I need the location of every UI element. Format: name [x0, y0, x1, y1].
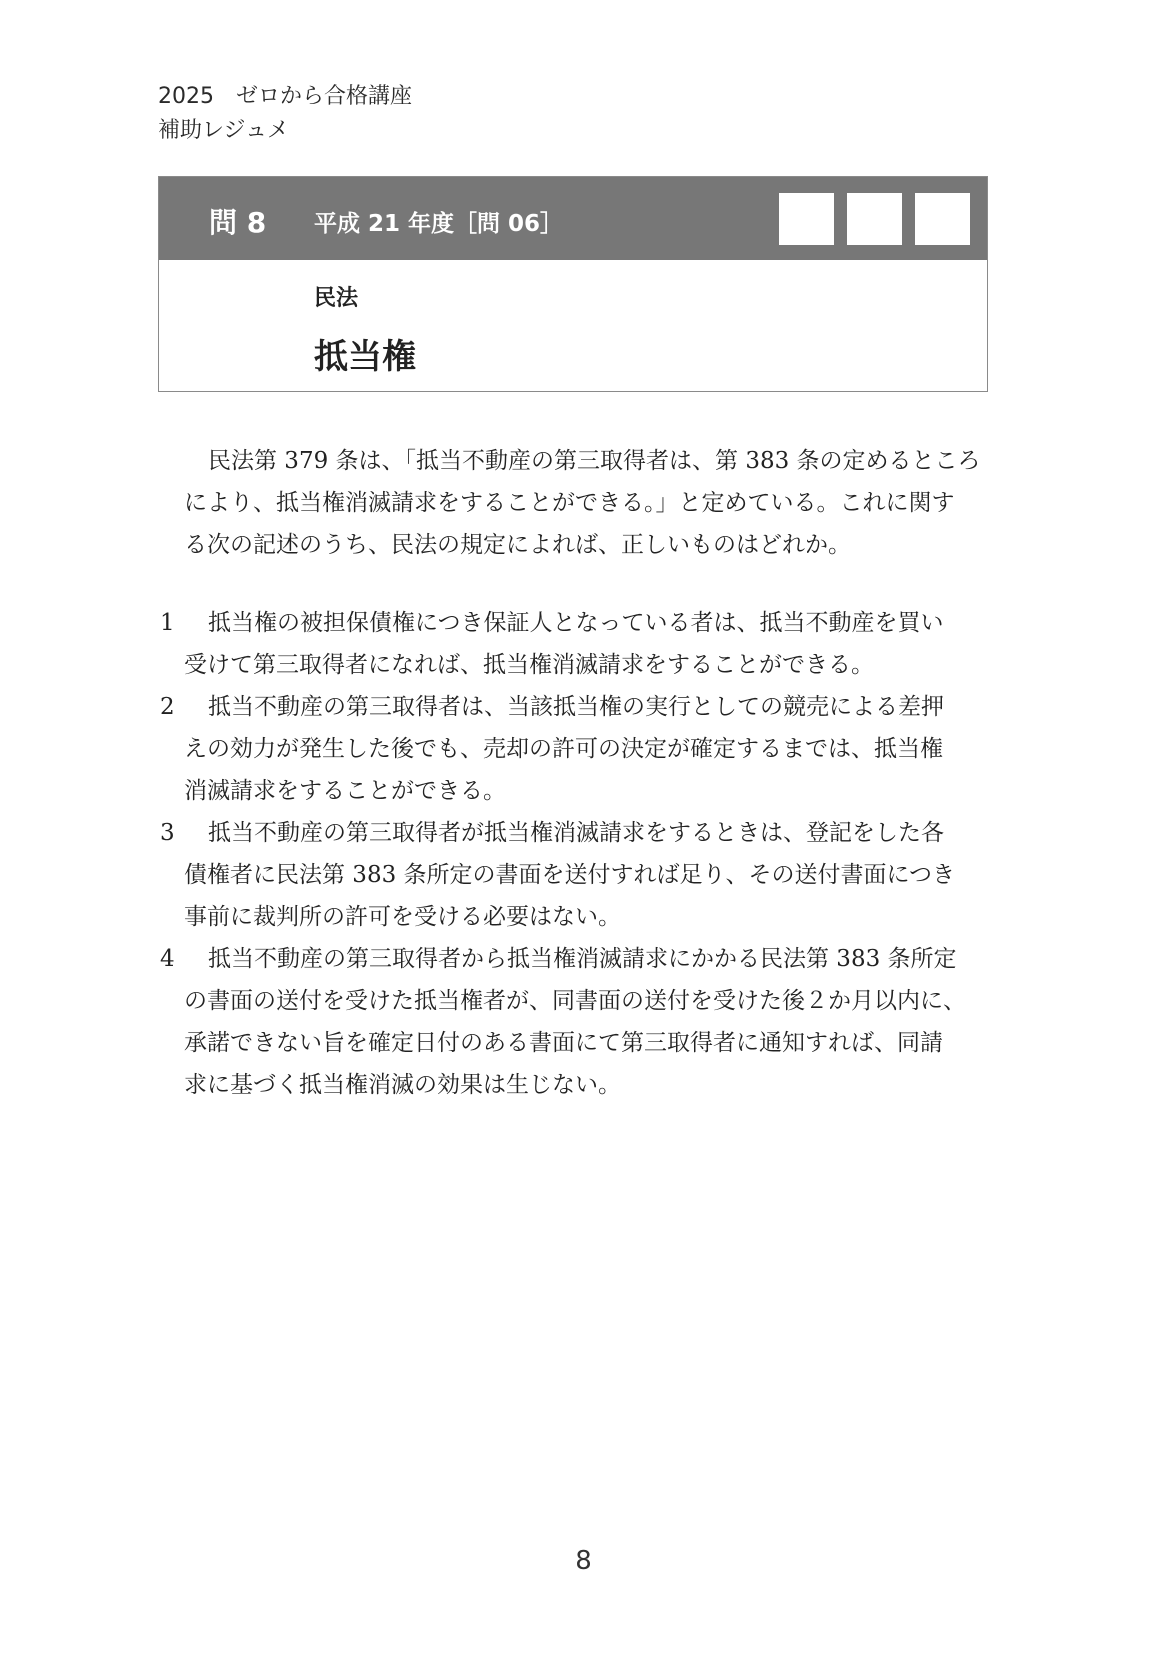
check-boxes — [779, 193, 970, 245]
check-box-1[interactable] — [779, 193, 834, 245]
check-box-3[interactable] — [915, 193, 970, 245]
option-number: 4 — [160, 946, 175, 972]
option-4 — [160, 938, 1010, 1106]
question-year: 平成 21 年度［問 06］ — [314, 211, 564, 237]
question-header-bar — [159, 177, 987, 260]
course-subtitle: 補助レジュメ — [158, 118, 290, 143]
option-line: 求に基づく抵当権消滅の効果は生じない。 — [184, 1072, 621, 1098]
option-number: 1 — [160, 610, 175, 636]
option-number: 2 — [160, 694, 175, 720]
check-box-2[interactable] — [847, 193, 902, 245]
question-subject: 民法 — [314, 286, 359, 311]
option-line: 事前に裁判所の許可を受ける必要はない。 — [184, 904, 621, 930]
option-line: 消滅請求をすることができる。 — [184, 778, 506, 804]
question-body — [160, 440, 1010, 1106]
stem-line: る次の記述のうち、民法の規定によれば、正しいものはどれか。 — [184, 532, 851, 558]
stem-line: 民法第 379 条は、「抵当不動産の第三取得者は、第 383 条の定めるところ — [208, 448, 981, 474]
option-line: 抵当不動産の第三取得者は、当該抵当権の実行としての競売による差押 — [208, 694, 944, 720]
page-number: 8 — [575, 1546, 592, 1576]
question-stem — [160, 440, 1010, 566]
option-line: 承諾できない旨を確定日付のある書面にて第三取得者に通知すれば、同請 — [184, 1030, 943, 1056]
header-meta — [158, 80, 412, 148]
option-3 — [160, 812, 1010, 938]
option-line: 債権者に民法第 383 条所定の書面を送付すれば足り、その送付書面につき — [184, 862, 956, 888]
option-line: えの効力が発生した後でも、売却の許可の決定が確定するまでは、抵当権 — [184, 736, 943, 762]
option-number: 3 — [160, 820, 175, 846]
question-topic: 抵当権 — [314, 337, 416, 377]
option-line: 受けて第三取得者になれば、抵当権消滅請求をすることができる。 — [184, 652, 874, 678]
stem-line: により、抵当権消滅請求をすることができる。」と定めている。これに関す — [184, 490, 955, 516]
question-box — [158, 176, 988, 392]
option-1 — [160, 602, 1010, 686]
option-2 — [160, 686, 1010, 812]
option-line: 抵当不動産の第三取得者が抵当権消滅請求をするときは、登記をした各 — [208, 820, 944, 846]
option-line: の書面の送付を受けた抵当権者が、同書面の送付を受けた後２か月以内に、 — [184, 988, 966, 1014]
option-line: 抵当不動産の第三取得者から抵当権消滅請求にかかる民法第 383 条所定 — [208, 946, 957, 972]
question-number: 問 8 — [209, 206, 267, 239]
option-line: 抵当権の被担保債権につき保証人となっている者は、抵当不動産を買い — [208, 610, 944, 636]
course-title: 2025 ゼロから合格講座 — [158, 84, 412, 109]
